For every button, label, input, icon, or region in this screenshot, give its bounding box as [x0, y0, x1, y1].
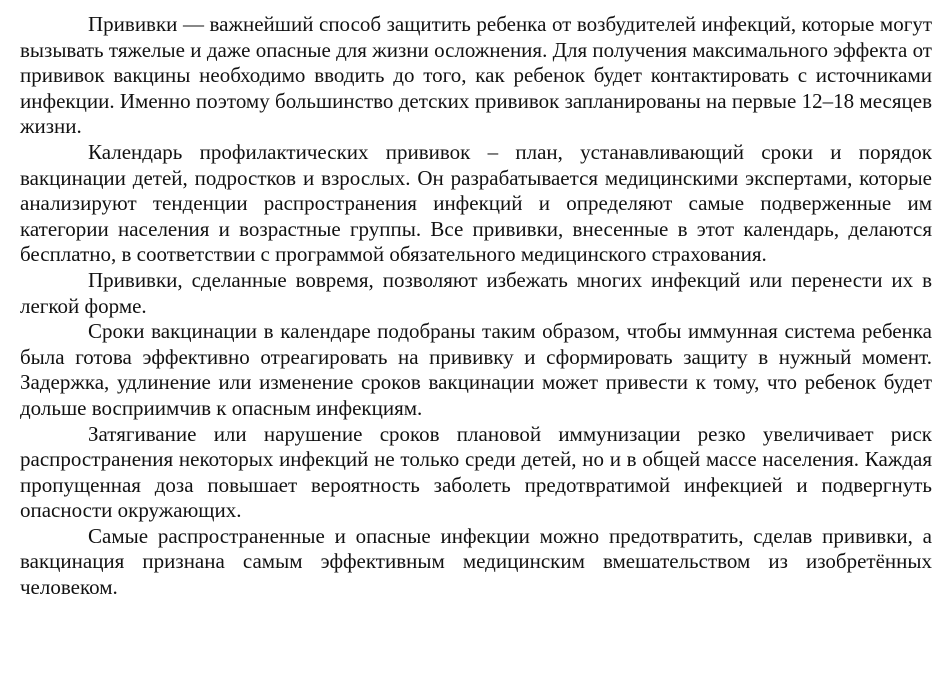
paragraph-delayed-immunization-risk: Затягивание или нарушение сроков плановой иммунизации резко увеличивает риск распространения некоторых инфекций не только среди детей, но и в общей массе населения. Каждая пропущенная доза повышает вероятность заболеть предотвратимой инфекцией и подвергнуть опасности окружающих.: [20, 421, 932, 523]
paragraph-timely-vaccination: Прививки, сделанные вовремя, позволяют избежать многих инфекций или перенести их в легкой форме.: [20, 267, 932, 318]
paragraph-vaccination-importance: Прививки — важнейший способ защитить ребенка от возбудителей инфекций, которые могут вызывать тяжелые и даже опасные для жизни осложнения. Для получения максимального эффекта от прививок вакцины необходимо вводить до того, как ребенок будет контактировать с источниками инфекции. Именно поэтому большинство детских прививок запланированы на первые 12–18 месяцев жизни.: [20, 12, 932, 139]
paragraph-vaccination-calendar: Календарь профилактических прививок – план, устанавливающий сроки и порядок вакцинации детей, подростков и взрослых. Он разрабатывается медицинскими экспертами, которые анализируют тенденции распространения инфекций и определяют самые подверженные им категории населения и возрастные группы. Все прививки, внесенные в этот календарь, делаются бесплатно, в соответствии с программой обязательного медицинского страхования.: [20, 139, 932, 267]
paragraph-vaccination-effectiveness: Самые распространенные и опасные инфекции можно предотвратить, сделав прививки, а вакцинация признана самым эффективным медицинским вмешательством из изобретённых человеком.: [20, 523, 932, 600]
paragraph-vaccination-timing: Сроки вакцинации в календаре подобраны таким образом, чтобы иммунная система ребенка была готова эффективно отреагировать на прививку и сформировать защиту в нужный момент. Задержка, удлинение или изменение сроков вакцинации может привести к тому, что ребенок будет дольше восприимчив к опасным инфекциям.: [20, 319, 932, 420]
